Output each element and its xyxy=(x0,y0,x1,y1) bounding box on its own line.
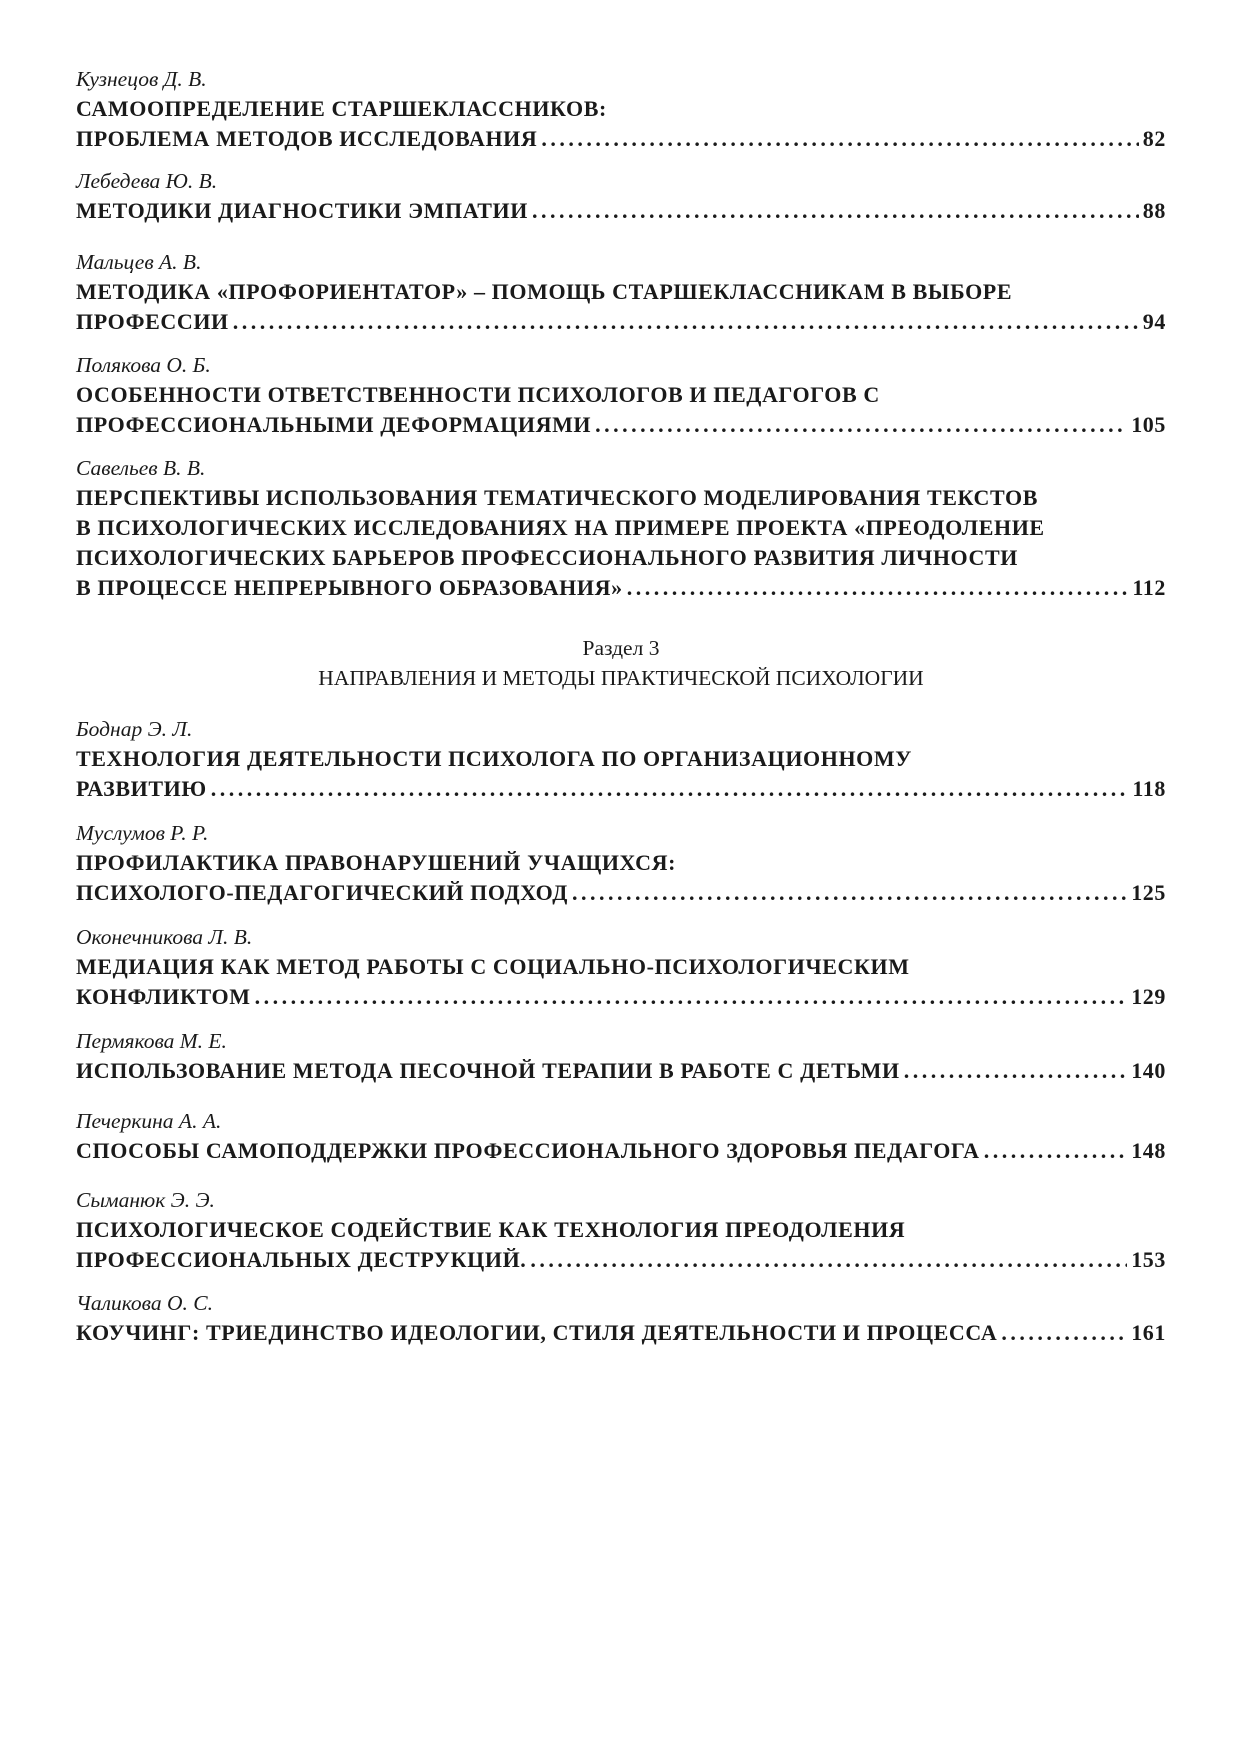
toc-author: Лебедева Ю. В. xyxy=(76,169,218,193)
toc-title-last-line xyxy=(76,573,1166,603)
toc-title-line: ТЕХНОЛОГИЯ ДЕЯТЕЛЬНОСТИ ПСИХОЛОГА ПО ОРГАНИЗАЦИОННОМУ xyxy=(76,746,912,771)
dot-leader xyxy=(627,573,1129,603)
toc-title-text: СПОСОБЫ САМОПОДДЕРЖКИ ПРОФЕССИОНАЛЬНОГО ЗДОРОВЬЯ ПЕДАГОГА xyxy=(76,1138,980,1163)
toc-page-number: 129 xyxy=(1131,984,1166,1009)
toc-title-last-line xyxy=(76,1056,1166,1086)
dot-leader xyxy=(530,1245,1127,1275)
toc-title-last-line xyxy=(76,1136,1166,1166)
toc-page-number: 94 xyxy=(1142,309,1166,334)
toc-page-number: 105 xyxy=(1131,412,1166,437)
toc-entry[interactable] xyxy=(76,1185,1166,1275)
toc-title-last-line xyxy=(76,196,1166,226)
toc-title-text: КОУЧИНГ: ТРИЕДИНСТВО ИДЕОЛОГИИ, СТИЛЯ ДЕЯТЕЛЬНОСТИ И ПРОЦЕССА xyxy=(76,1320,998,1345)
toc-title-last-line xyxy=(76,774,1166,804)
toc-title-text: МЕТОДИКИ ДИАГНОСТИКИ ЭМПАТИИ xyxy=(76,198,528,223)
dot-leader xyxy=(255,982,1128,1012)
toc-entry[interactable] xyxy=(76,453,1166,603)
toc-author: Чаликова О. С. xyxy=(76,1291,213,1315)
toc-title-line: ПСИХОЛОГИЧЕСКИХ БАРЬЕРОВ ПРОФЕССИОНАЛЬНОГО РАЗВИТИЯ ЛИЧНОСТИ xyxy=(76,545,1019,570)
toc-title-last-line xyxy=(76,878,1166,908)
toc-title-line: ПСИХОЛОГИЧЕСКОЕ СОДЕЙСТВИЕ КАК ТЕХНОЛОГИЯ ПРЕОДОЛЕНИЯ xyxy=(76,1217,906,1242)
dot-leader xyxy=(541,124,1138,154)
toc-author: Савельев В. В. xyxy=(76,456,206,480)
dot-leader xyxy=(532,196,1139,226)
toc-title-text: В ПРОЦЕССЕ НЕПРЕРЫВНОГО ОБРАЗОВАНИЯ» xyxy=(76,575,623,600)
toc-page-number: 118 xyxy=(1132,776,1166,801)
toc-title-line: МЕТОДИКА «ПРОФОРИЕНТАТОР» – ПОМОЩЬ СТАРШЕКЛАССНИКАМ В ВЫБОРЕ xyxy=(76,279,1013,304)
dot-leader xyxy=(1001,1318,1127,1348)
toc-title-line: В ПСИХОЛОГИЧЕСКИХ ИССЛЕДОВАНИЯХ НА ПРИМЕРЕ ПРОЕКТА «ПРЕОДОЛЕНИЕ xyxy=(76,515,1045,540)
toc-author: Печеркина А. А. xyxy=(76,1109,222,1133)
toc-page-number: 125 xyxy=(1131,880,1166,905)
toc-author: Боднар Э. Л. xyxy=(76,717,193,741)
toc-entry[interactable] xyxy=(76,166,1166,226)
dot-leader xyxy=(211,774,1129,804)
toc-author: Кузнецов Д. В. xyxy=(76,67,207,91)
toc-page-number: 148 xyxy=(1131,1138,1166,1163)
toc-title-line: МЕДИАЦИЯ КАК МЕТОД РАБОТЫ С СОЦИАЛЬНО-ПСИХОЛОГИЧЕСКИМ xyxy=(76,954,910,979)
section-title: НАПРАВЛЕНИЯ И МЕТОДЫ ПРАКТИЧЕСКОЙ ПСИХОЛОГИИ xyxy=(318,666,924,690)
toc-title-text: КОНФЛИКТОМ xyxy=(76,984,251,1009)
toc-author: Пермякова М. Е. xyxy=(76,1029,227,1053)
toc-page-number: 88 xyxy=(1142,198,1166,223)
dot-leader xyxy=(904,1056,1127,1086)
toc-entry[interactable] xyxy=(76,64,1166,154)
toc-page-number: 112 xyxy=(1132,575,1166,600)
dot-leader xyxy=(233,307,1139,337)
toc-entry[interactable] xyxy=(76,247,1166,337)
toc-page-number: 161 xyxy=(1131,1320,1166,1345)
toc-title-last-line xyxy=(76,1245,1166,1275)
toc-title-last-line xyxy=(76,1318,1166,1348)
toc-title-line: САМООПРЕДЕЛЕНИЕ СТАРШЕКЛАССНИКОВ: xyxy=(76,96,607,121)
dot-leader xyxy=(595,410,1127,440)
toc-page-number: 153 xyxy=(1131,1247,1166,1272)
toc-author: Муслумов Р. Р. xyxy=(76,821,209,845)
toc-title-line: ПРОФИЛАКТИКА ПРАВОНАРУШЕНИЙ УЧАЩИХСЯ: xyxy=(76,850,677,875)
toc-title-text: ПРОФЕССИИ xyxy=(76,309,229,334)
toc-entry[interactable] xyxy=(76,1288,1166,1348)
section-heading xyxy=(76,633,1166,693)
toc-entry[interactable] xyxy=(76,818,1166,908)
toc-title-text: ПРОФЕССИОНАЛЬНЫХ ДЕСТРУКЦИЙ. xyxy=(76,1247,527,1272)
toc-title-text: РАЗВИТИЮ xyxy=(76,776,207,801)
toc-title-last-line xyxy=(76,982,1166,1012)
toc-author: Оконечникова Л. В. xyxy=(76,925,253,949)
toc-author: Полякова О. Б. xyxy=(76,353,211,377)
toc-title-line: ПЕРСПЕКТИВЫ ИСПОЛЬЗОВАНИЯ ТЕМАТИЧЕСКОГО МОДЕЛИРОВАНИЯ ТЕКСТОВ xyxy=(76,485,1038,510)
toc-entry[interactable] xyxy=(76,350,1166,440)
toc-title-last-line xyxy=(76,307,1166,337)
toc-author: Мальцев А. В. xyxy=(76,250,202,274)
toc-title-text: ИСПОЛЬЗОВАНИЕ МЕТОДА ПЕСОЧНОЙ ТЕРАПИИ В РАБОТЕ С ДЕТЬМИ xyxy=(76,1058,900,1083)
dot-leader xyxy=(984,1136,1128,1166)
toc-entry[interactable] xyxy=(76,1026,1166,1086)
toc-entry[interactable] xyxy=(76,714,1166,804)
toc-title-last-line xyxy=(76,124,1166,154)
section-label: Раздел 3 xyxy=(582,636,660,660)
toc-title-last-line xyxy=(76,410,1166,440)
toc-title-line: ОСОБЕННОСТИ ОТВЕТСТВЕННОСТИ ПСИХОЛОГОВ И ПЕДАГОГОВ С xyxy=(76,382,880,407)
toc-title-text: ПРОБЛЕМА МЕТОДОВ ИССЛЕДОВАНИЯ xyxy=(76,126,538,151)
toc-page xyxy=(76,0,1166,1754)
toc-page-number: 140 xyxy=(1131,1058,1166,1083)
dot-leader xyxy=(572,878,1127,908)
toc-entry[interactable] xyxy=(76,922,1166,1012)
toc-entry[interactable] xyxy=(76,1106,1166,1166)
toc-author: Сыманюк Э. Э. xyxy=(76,1188,215,1212)
toc-title-text: ПСИХОЛОГО-ПЕДАГОГИЧЕСКИЙ ПОДХОД xyxy=(76,880,568,905)
toc-title-text: ПРОФЕССИОНАЛЬНЫМИ ДЕФОРМАЦИЯМИ xyxy=(76,412,592,437)
toc-page-number: 82 xyxy=(1142,126,1166,151)
